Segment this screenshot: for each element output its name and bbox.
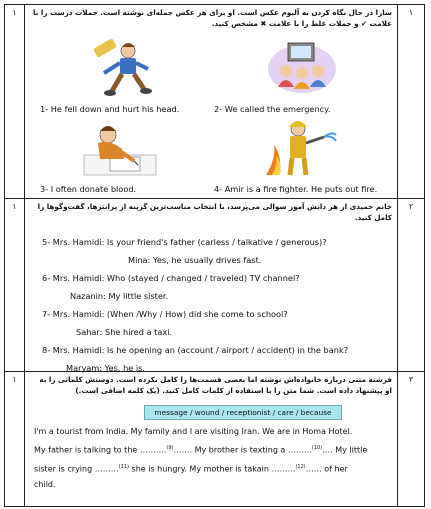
question-score: ۱ [5,5,25,198]
question-1-instruction: سارا در حال نگاه کردن به آلبوم عکس است. او برای هر عکس جمله‌ای نوشته است. جملات درست را با علامت ✔ و جملات غلط را با علامت ✖ مشخص کنید. [32,8,392,28]
dialogue-6-answer: Nazanin: My little sister. [70,291,169,301]
dialogue-5-answer: Mina: Yes, he usually drives fast. [128,255,262,265]
blank-12-marker: (12) [295,463,306,470]
dialogue-8-question: 8- Mrs. Hamidi: Is he opening an (account / airport / accident) in the bank? [42,345,349,355]
statement-2: 2- We called the emergency. [214,104,331,114]
question-3-instruction: فرشته متنی درباره خانواده‌اش نوشته اما بعضی قسمت‌ها را کامل نکرده است. دوستش کلماتی را به او پیشنهاد داده است. شما متن را با استفاده از کلمات کامل کنید. (یک کلمه اضافی است.) [39,375,392,395]
question-number: ۲ [397,199,424,371]
dialogue-8-answer: Maryam: Yes, he is. [66,363,146,373]
fallen-boy-illustration [86,39,162,97]
passage-text: …… of her [305,464,348,474]
passage-line-3 [34,459,390,478]
word-bank: message / wound / receptionist / care / because [144,405,342,420]
blank-9-marker: (9) [166,445,174,451]
question-score: ۱ [5,199,25,371]
statement-1: 1- He fell down and hurt his head. [40,104,180,114]
passage-text: she is hungry. My mother is takain ……… [131,464,296,474]
question-number: ۱ [397,5,424,198]
dialogue-7-question: 7- Mrs. Hamidi: (When /Why / How) did she come to school? [42,309,288,319]
passage-line-4: child. [34,480,56,490]
passage-line-1: I'm a tourist from India. My family and I are visiting Iran. We are in Homa Hotel. [34,427,353,436]
fire-fighter-illustration [262,115,338,181]
question-3-row [5,372,424,506]
dialogue-7-answer: Sahar: She hired a taxi. [76,327,173,337]
passage-text: …. My little [322,445,368,455]
dialogue-6-question: 6- Mrs. Hamidi: Who (stayed / changed / traveled) TV channel? [42,273,300,283]
dialogue-5-question: 5- Mrs. Hamidi: Is your friend's father (carless / talkative / generous)? [42,237,327,247]
blank-11-marker: (11) [118,463,129,470]
question-number: ۳ [397,372,424,506]
family-tv-illustration [266,39,338,95]
question-score: ۱ [5,372,25,506]
question-2-row [5,199,424,372]
blank-10-marker: (10) [311,445,323,451]
passage [34,424,390,493]
passage-line-2 [34,440,390,459]
statement-3: 3- I often donate blood. [40,184,137,194]
passage-text: My father is talking to the ………. [34,445,167,455]
question-1-row [5,5,424,199]
writing-person-illustration [80,121,164,179]
statement-4: 4- Amir is a fire fighter. He puts out fire. [214,184,378,194]
question-2-instruction: خانم حمیدی از هر دانش آموز سوالی می‌پرسد، با انتخاب مناسب‌ترین گزینه از پرانتزها، گفت‌وگوها را کامل کنید. [37,202,392,222]
passage-text: sister is crying ……… [34,464,119,474]
passage-text: ……. My brother is texting a ……… [173,445,312,455]
worksheet-table [4,4,425,507]
